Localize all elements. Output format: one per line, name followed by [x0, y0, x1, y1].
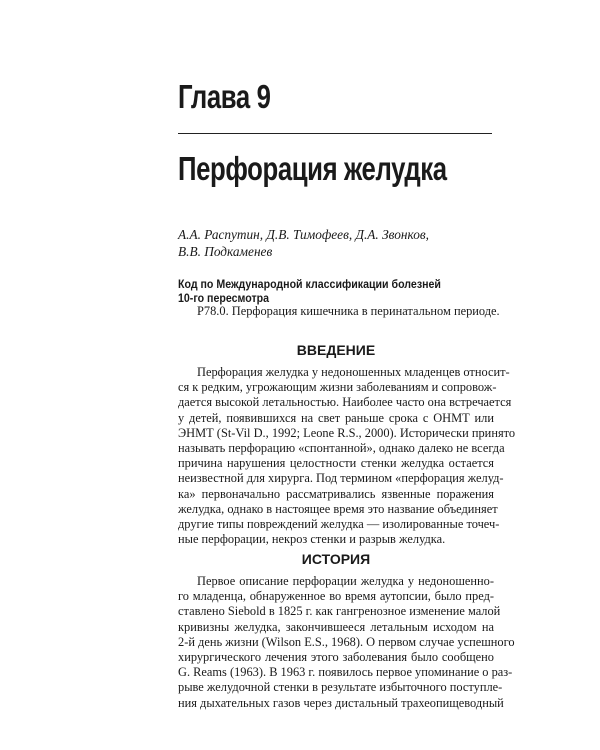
- text-line: кривизны желудка, закончившееся летальным исходом на: [178, 619, 494, 634]
- text-line: причина нарушения целостности стенки желудка остается: [178, 456, 494, 471]
- section-heading-intro: ВВЕДЕНИЕ: [296, 342, 376, 358]
- text-line: у детей, появившихся на свет раньше срока с ОНМТ или: [178, 410, 494, 425]
- chapter-title: Перфорация желудка: [178, 150, 447, 187]
- text-line: 2-й день жизни (Wilson E.S., 1968). О первом случае успешного: [178, 634, 515, 649]
- history-paragraph: [178, 574, 515, 711]
- text-line: дается высокой летальностью. Наиболее часто она встречается: [178, 395, 512, 410]
- text-line: ЭНМТ (St-Vil D., 1992; Leone R.S., 2000). Исторически принято: [178, 425, 516, 440]
- text-line: хирургического лечения этого заболевания было сообщено: [178, 649, 494, 664]
- icd-code-heading-line: 10-го пересмотра: [178, 291, 270, 305]
- section-heading-history: ИСТОРИЯ: [301, 551, 371, 567]
- icd-code-heading: [178, 277, 441, 305]
- text-line: ка» первоначально рассматривались язвенные поражения: [178, 486, 494, 501]
- text-line: Перфорация желудка у недоношенных младенцев относит-: [197, 365, 510, 379]
- chapter-number: Глава 9: [178, 78, 271, 115]
- text-line: ставлено Siebold в 1825 г. как гангренозное изменение малой: [178, 604, 501, 619]
- text-line: G. Reams (1963). В 1963 г. появилось первое упоминание о раз-: [178, 665, 513, 680]
- text-line: неизвестной для хирурга. Под термином «перфорация желуд-: [178, 471, 504, 486]
- text-line: ся к редким, угрожающим жизни заболеваниям и сопровож-: [178, 380, 497, 395]
- authors: [178, 226, 498, 260]
- text-line: желудка, однако в настоящее время это название объединяет: [178, 501, 498, 516]
- authors-line: В.В. Подкаменев: [178, 244, 273, 259]
- chapter-divider: [178, 133, 492, 134]
- text-line: называть перфорацию «спонтанной», однако далеко не всегда: [178, 440, 505, 455]
- text-line: го младенца, обнаруженное во время аутопсии, было пред-: [178, 589, 494, 604]
- text-line: ния дыхательных газов через дистальный трахеопищеводный: [178, 695, 504, 710]
- text-line: ные перфорации, некроз стенки и разрыв желудка.: [178, 532, 446, 547]
- icd-code-heading-line: Код по Международной классификации болезней: [178, 277, 441, 291]
- icd-code-text: P78.0. Перфорация кишечника в перинатальном периоде.: [197, 304, 500, 318]
- text-line: Первое описание перфорации желудка у недоношенно-: [197, 574, 494, 588]
- text-line: рыве желудочной стенки в результате избыточного поступле-: [178, 680, 503, 695]
- text-line: другие типы повреждений желудка — изолированные точеч-: [178, 516, 500, 531]
- authors-line: А.А. Распутин, Д.В. Тимофеев, Д.А. Звонков,: [178, 227, 429, 242]
- intro-paragraph: [178, 365, 516, 547]
